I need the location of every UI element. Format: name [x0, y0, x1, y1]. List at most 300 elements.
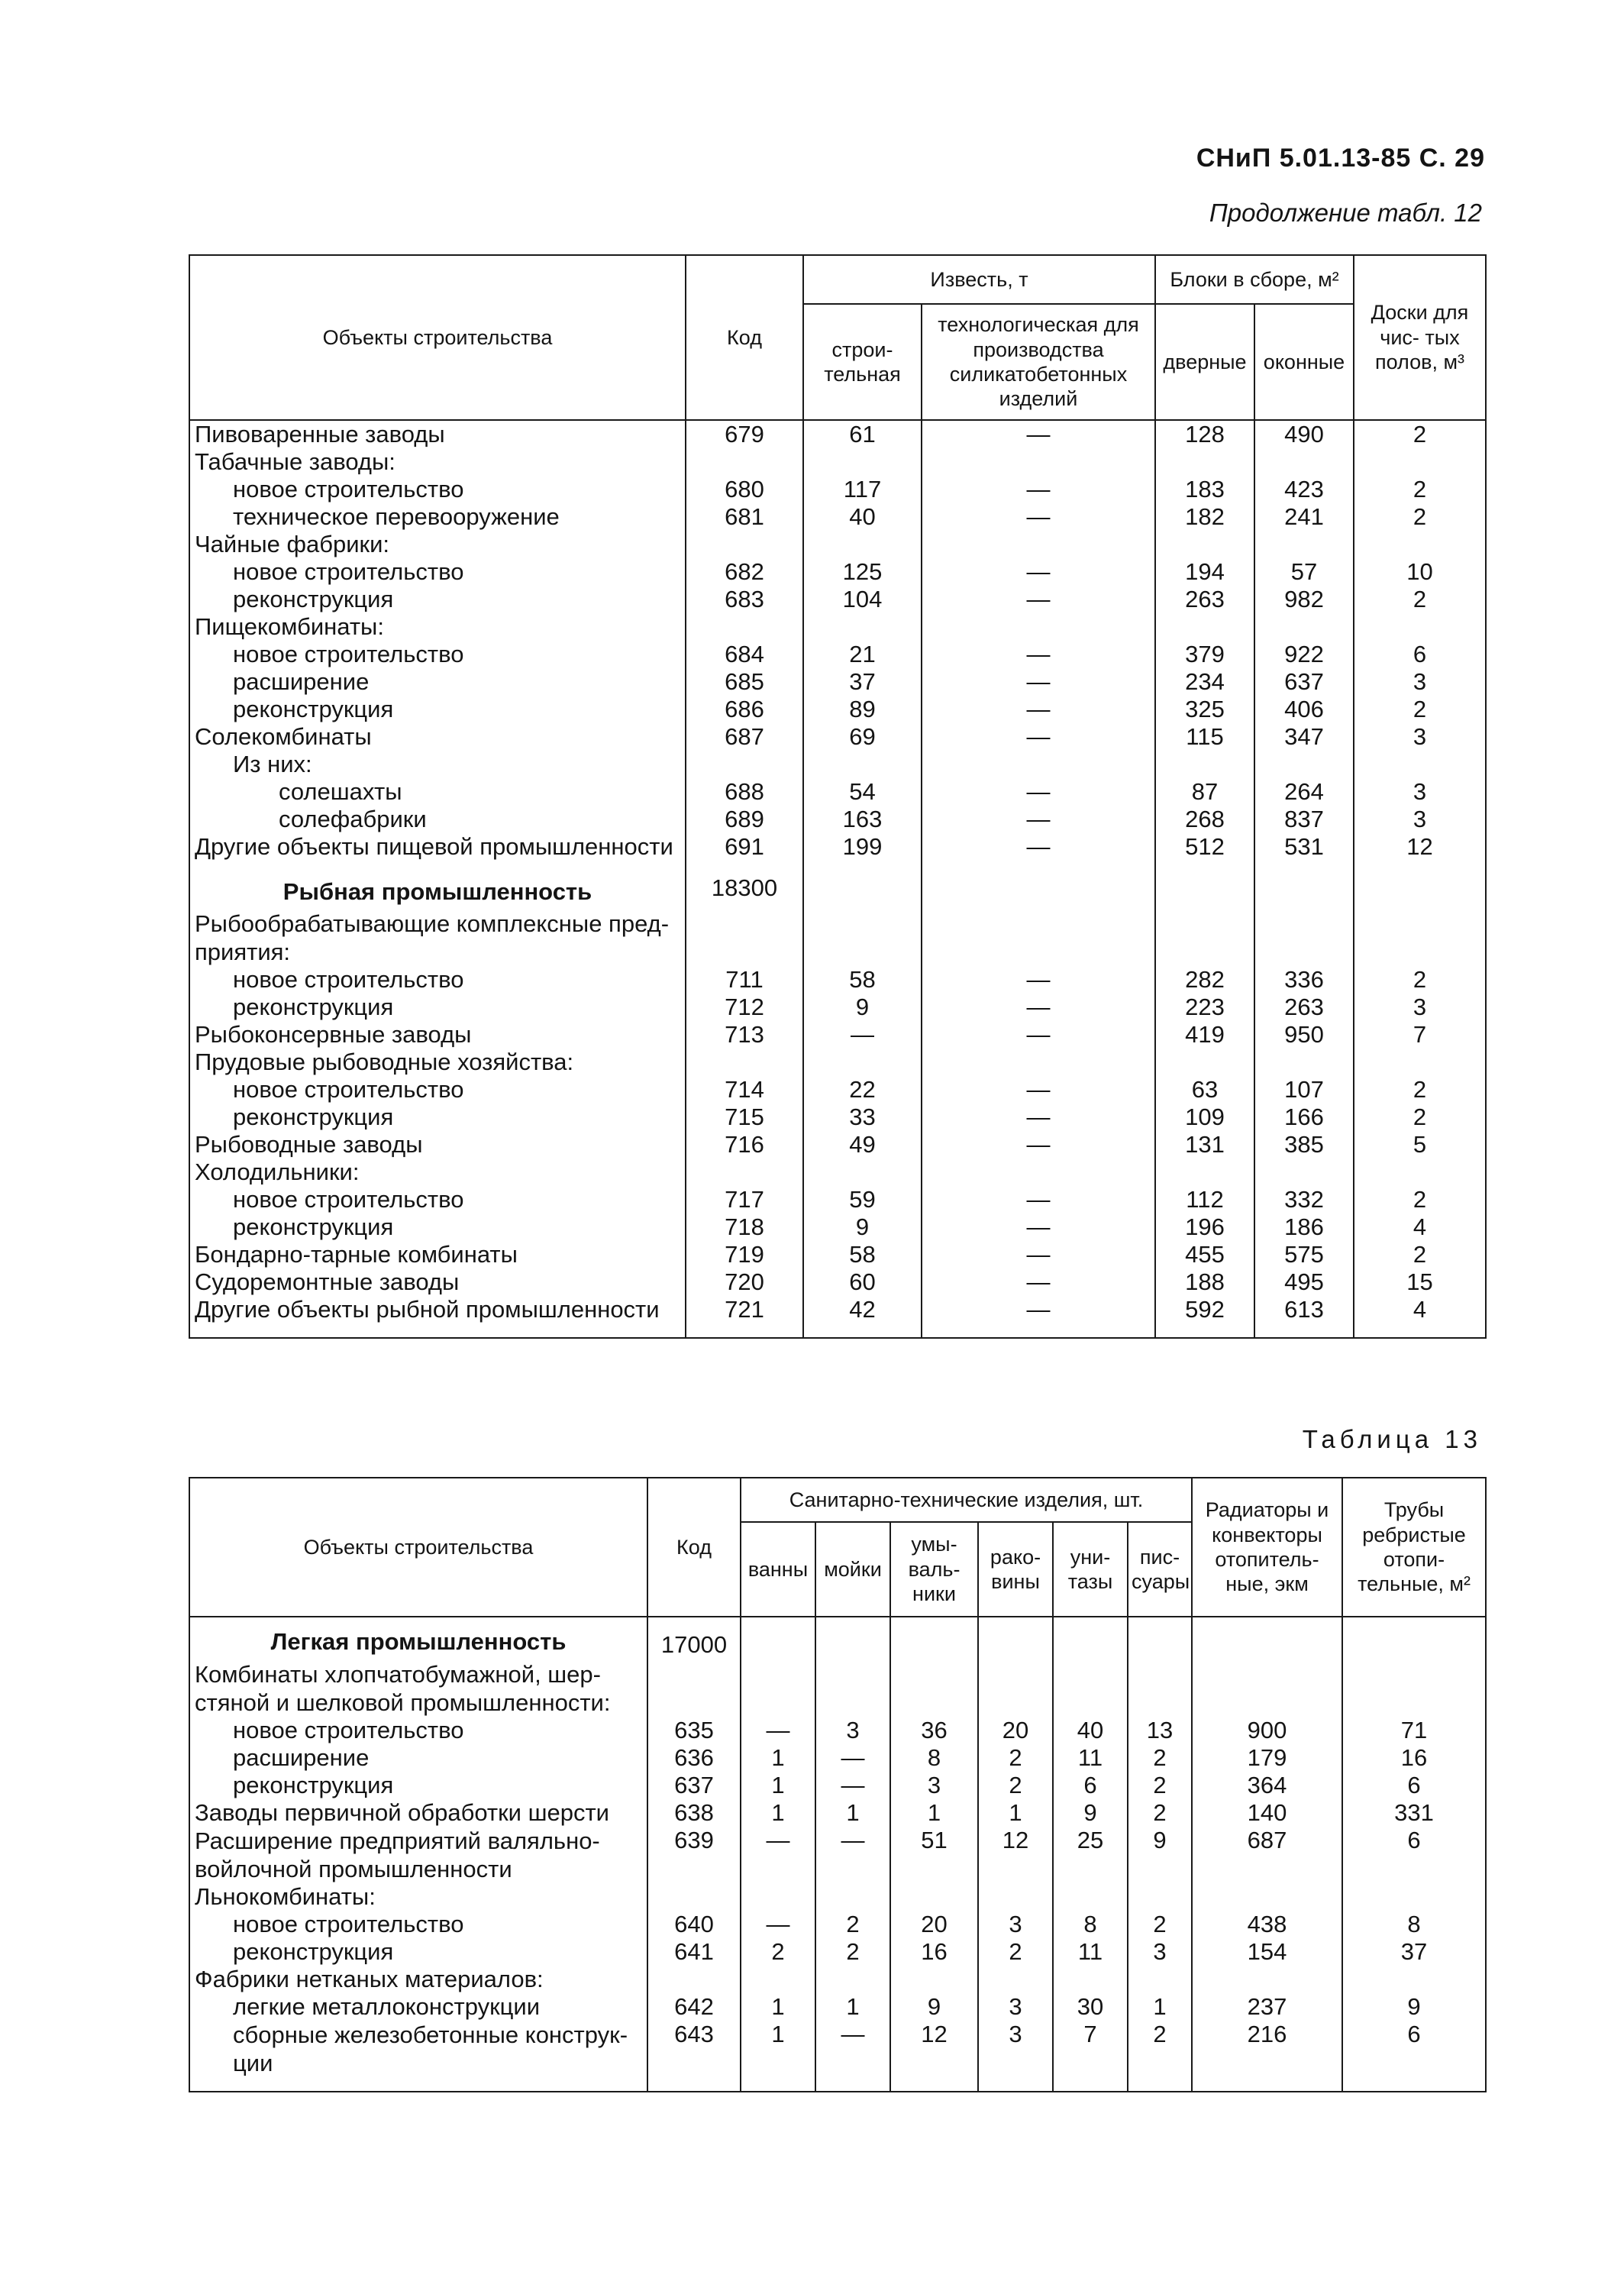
- code-cell: 636: [647, 1744, 741, 1772]
- value-cell: 3: [978, 1993, 1053, 2021]
- col-header-lime-building: строи- тельная: [803, 304, 922, 420]
- object-name: солефабрики: [189, 806, 686, 833]
- code-cell: [647, 1883, 741, 1911]
- value-cell: 2: [1354, 503, 1486, 531]
- code-cell: 691: [686, 833, 803, 861]
- value-cell: 2: [978, 1938, 1053, 1966]
- code-cell: 720: [686, 1268, 803, 1296]
- table-row: [189, 994, 1486, 1021]
- object-name: новое строительство: [189, 1186, 686, 1213]
- object-name: солешахты: [189, 778, 686, 806]
- col-header-sinks: мойки: [815, 1522, 890, 1617]
- value-cell: 11: [1053, 1938, 1128, 1966]
- col-header-doors: дверные: [1155, 304, 1254, 420]
- object-name: расширение: [189, 668, 686, 696]
- value-cell: [1354, 1158, 1486, 1186]
- value-cell: 33: [803, 1103, 922, 1131]
- object-name: Табачные заводы:: [189, 448, 686, 476]
- value-cell: [922, 1049, 1155, 1076]
- table-row: [189, 586, 1486, 613]
- value-cell: —: [922, 1296, 1155, 1338]
- table-row: [189, 1296, 1486, 1338]
- value-cell: 637: [1254, 668, 1354, 696]
- value-cell: —: [922, 1268, 1155, 1296]
- table-13-caption: Таблица 13: [1302, 1425, 1482, 1453]
- value-cell: 438: [1192, 1911, 1342, 1938]
- object-name: Пищекомбинаты:: [189, 613, 686, 641]
- value-cell: [1053, 1660, 1128, 1717]
- value-cell: —: [922, 503, 1155, 531]
- value-cell: 336: [1254, 966, 1354, 994]
- code-cell: 684: [686, 641, 803, 668]
- object-name: Пивоваренные заводы: [189, 420, 686, 448]
- value-cell: 179: [1192, 1744, 1342, 1772]
- object-name: Расширение предприятий валяльно- войлочной промышленности: [189, 1827, 647, 1883]
- object-name: сборные железобетонные конструк- ции: [189, 2021, 647, 2092]
- value-cell: 423: [1254, 476, 1354, 503]
- value-cell: —: [922, 1021, 1155, 1049]
- table-row: [189, 1213, 1486, 1241]
- table-row: [189, 1131, 1486, 1158]
- col-header-boards: Доски для чис- тых полов, м³: [1354, 255, 1486, 420]
- value-cell: 9: [803, 1213, 922, 1241]
- value-cell: 982: [1254, 586, 1354, 613]
- table-row: [189, 531, 1486, 558]
- code-cell: 18300: [686, 861, 803, 910]
- table-row: [189, 723, 1486, 751]
- value-cell: [1128, 1966, 1192, 1993]
- table-row: [189, 420, 1486, 448]
- value-cell: [803, 613, 922, 641]
- value-cell: —: [922, 668, 1155, 696]
- table-row: [189, 668, 1486, 696]
- value-cell: 2: [1354, 1076, 1486, 1103]
- object-name: реконструкция: [189, 994, 686, 1021]
- value-cell: 8: [1053, 1911, 1128, 1938]
- object-name: новое строительство: [189, 558, 686, 586]
- table-row: [189, 503, 1486, 531]
- value-cell: 613: [1254, 1296, 1354, 1338]
- value-cell: 40: [803, 503, 922, 531]
- object-name: Льнокомбинаты:: [189, 1883, 647, 1911]
- value-cell: 264: [1254, 778, 1354, 806]
- value-cell: —: [922, 1213, 1155, 1241]
- code-cell: 635: [647, 1717, 741, 1744]
- value-cell: 837: [1254, 806, 1354, 833]
- col-header-pipes: Трубы ребристые отопи- тельные, м²: [1342, 1478, 1486, 1617]
- value-cell: 2: [815, 1911, 890, 1938]
- value-cell: [1354, 861, 1486, 910]
- value-cell: —: [922, 1186, 1155, 1213]
- value-cell: 263: [1254, 994, 1354, 1021]
- value-cell: [890, 1617, 978, 1660]
- value-cell: 3: [978, 1911, 1053, 1938]
- object-name: Из них:: [189, 751, 686, 778]
- value-cell: [1342, 1966, 1486, 1993]
- value-cell: —: [922, 806, 1155, 833]
- value-cell: 186: [1254, 1213, 1354, 1241]
- code-cell: 679: [686, 420, 803, 448]
- object-name: реконструкция: [189, 1103, 686, 1131]
- table-row: [189, 641, 1486, 668]
- table-row: [189, 1268, 1486, 1296]
- value-cell: [1254, 531, 1354, 558]
- value-cell: [890, 1883, 978, 1911]
- col-header-toilets: уни- тазы: [1053, 1522, 1128, 1617]
- code-cell: [686, 1158, 803, 1186]
- table-row: [189, 1772, 1486, 1799]
- value-cell: 1: [890, 1799, 978, 1827]
- code-cell: 637: [647, 1772, 741, 1799]
- value-cell: 490: [1254, 420, 1354, 448]
- value-cell: —: [922, 420, 1155, 448]
- value-cell: 495: [1254, 1268, 1354, 1296]
- table-row: [189, 1827, 1486, 1883]
- object-name: техническое перевооружение: [189, 503, 686, 531]
- table-row: [189, 1938, 1486, 1966]
- value-cell: 3: [815, 1717, 890, 1744]
- table-row: [189, 558, 1486, 586]
- value-cell: 268: [1155, 806, 1254, 833]
- value-cell: 188: [1155, 1268, 1254, 1296]
- value-cell: [922, 910, 1155, 966]
- table-row: [189, 861, 1486, 910]
- value-cell: —: [815, 1744, 890, 1772]
- value-cell: 25: [1053, 1827, 1128, 1883]
- page-header: СНиП 5.01.13-85 С. 29: [1196, 144, 1485, 173]
- value-cell: 196: [1155, 1213, 1254, 1241]
- value-cell: [1254, 910, 1354, 966]
- value-cell: [890, 1966, 978, 1993]
- value-cell: [922, 861, 1155, 910]
- value-cell: 1: [741, 1993, 815, 2021]
- value-cell: 11: [1053, 1744, 1128, 1772]
- value-cell: 1: [741, 1744, 815, 1772]
- value-cell: —: [922, 833, 1155, 861]
- value-cell: [1155, 910, 1254, 966]
- value-cell: 455: [1155, 1241, 1254, 1268]
- value-cell: 2: [1354, 696, 1486, 723]
- value-cell: 12: [890, 2021, 978, 2092]
- table-row: [189, 1158, 1486, 1186]
- value-cell: [815, 1883, 890, 1911]
- value-cell: 2: [1128, 1772, 1192, 1799]
- value-cell: [1254, 1158, 1354, 1186]
- value-cell: 2: [1354, 966, 1486, 994]
- value-cell: [1354, 613, 1486, 641]
- value-cell: 5: [1354, 1131, 1486, 1158]
- value-cell: 20: [978, 1717, 1053, 1744]
- value-cell: 2: [978, 1772, 1053, 1799]
- table-row: [189, 1660, 1486, 1717]
- object-name: Рыбоконсервные заводы: [189, 1021, 686, 1049]
- value-cell: 183: [1155, 476, 1254, 503]
- value-cell: 12: [1354, 833, 1486, 861]
- code-cell: 715: [686, 1103, 803, 1131]
- value-cell: [922, 751, 1155, 778]
- value-cell: 2: [1128, 2021, 1192, 2092]
- value-cell: [1342, 1660, 1486, 1717]
- object-name: Чайные фабрики:: [189, 531, 686, 558]
- table-row: [189, 806, 1486, 833]
- value-cell: 3: [1354, 668, 1486, 696]
- value-cell: [1254, 613, 1354, 641]
- table-row: [189, 613, 1486, 641]
- value-cell: [890, 1660, 978, 1717]
- col-header-sanitary: Санитарно-технические изделия, шт.: [741, 1478, 1192, 1522]
- value-cell: [815, 1617, 890, 1660]
- value-cell: [978, 1660, 1053, 1717]
- code-cell: [686, 448, 803, 476]
- value-cell: 2: [815, 1938, 890, 1966]
- table-row: [189, 1049, 1486, 1076]
- col-header-urinals: пис- суары: [1128, 1522, 1192, 1617]
- value-cell: —: [815, 1827, 890, 1883]
- value-cell: 9: [1128, 1827, 1192, 1883]
- value-cell: 131: [1155, 1131, 1254, 1158]
- object-name: реконструкция: [189, 586, 686, 613]
- value-cell: 1: [815, 1993, 890, 2021]
- value-cell: 71: [1342, 1717, 1486, 1744]
- value-cell: 512: [1155, 833, 1254, 861]
- value-cell: 49: [803, 1131, 922, 1158]
- value-cell: 194: [1155, 558, 1254, 586]
- value-cell: 16: [1342, 1744, 1486, 1772]
- value-cell: 1: [741, 1799, 815, 1827]
- value-cell: —: [922, 558, 1155, 586]
- object-name: Другие объекты пищевой промышленности: [189, 833, 686, 861]
- value-cell: [1053, 1883, 1128, 1911]
- value-cell: —: [741, 1717, 815, 1744]
- value-cell: [922, 613, 1155, 641]
- code-cell: [686, 1049, 803, 1076]
- value-cell: 3: [978, 2021, 1053, 2092]
- table-row: [189, 2021, 1486, 2092]
- value-cell: 241: [1254, 503, 1354, 531]
- value-cell: [1128, 1617, 1192, 1660]
- value-cell: 9: [1342, 1993, 1486, 2021]
- value-cell: 687: [1192, 1827, 1342, 1883]
- object-name: Судоремонтные заводы: [189, 1268, 686, 1296]
- value-cell: [1192, 1660, 1342, 1717]
- value-cell: [803, 751, 922, 778]
- code-cell: [647, 1966, 741, 1993]
- table-row: [189, 1966, 1486, 1993]
- value-cell: [978, 1966, 1053, 1993]
- value-cell: 325: [1155, 696, 1254, 723]
- col-header-baths: ванны: [741, 1522, 815, 1617]
- value-cell: [1053, 1966, 1128, 1993]
- value-cell: [922, 1158, 1155, 1186]
- value-cell: 531: [1254, 833, 1354, 861]
- value-cell: 2: [978, 1744, 1053, 1772]
- table-row: [189, 696, 1486, 723]
- code-cell: 718: [686, 1213, 803, 1241]
- code-cell: 719: [686, 1241, 803, 1268]
- value-cell: 20: [890, 1911, 978, 1938]
- value-cell: —: [741, 1911, 815, 1938]
- table-row: [189, 1911, 1486, 1938]
- value-cell: 9: [1053, 1799, 1128, 1827]
- value-cell: [978, 1617, 1053, 1660]
- value-cell: 950: [1254, 1021, 1354, 1049]
- value-cell: 166: [1254, 1103, 1354, 1131]
- value-cell: 2: [1128, 1744, 1192, 1772]
- value-cell: 128: [1155, 420, 1254, 448]
- value-cell: [922, 448, 1155, 476]
- object-name: новое строительство: [189, 641, 686, 668]
- object-name: Рыбоводные заводы: [189, 1131, 686, 1158]
- value-cell: [978, 1883, 1053, 1911]
- table-row: [189, 966, 1486, 994]
- code-cell: 682: [686, 558, 803, 586]
- value-cell: 58: [803, 966, 922, 994]
- object-name: новое строительство: [189, 1076, 686, 1103]
- code-cell: [686, 910, 803, 966]
- value-cell: 2: [741, 1938, 815, 1966]
- value-cell: 57: [1254, 558, 1354, 586]
- value-cell: [1192, 1966, 1342, 1993]
- code-cell: 716: [686, 1131, 803, 1158]
- value-cell: —: [922, 696, 1155, 723]
- value-cell: 900: [1192, 1717, 1342, 1744]
- code-cell: 685: [686, 668, 803, 696]
- value-cell: 112: [1155, 1186, 1254, 1213]
- col-header-lime: Известь, т: [803, 255, 1155, 304]
- value-cell: 4: [1354, 1213, 1486, 1241]
- value-cell: 6: [1053, 1772, 1128, 1799]
- col-header-objects: Объекты строительства: [189, 255, 686, 420]
- value-cell: [815, 1660, 890, 1717]
- value-cell: [803, 531, 922, 558]
- value-cell: 7: [1354, 1021, 1486, 1049]
- value-cell: 37: [803, 668, 922, 696]
- value-cell: [1155, 531, 1254, 558]
- code-cell: 712: [686, 994, 803, 1021]
- table-row: [189, 1883, 1486, 1911]
- object-name: Бондарно-тарные комбинаты: [189, 1241, 686, 1268]
- code-cell: 638: [647, 1799, 741, 1827]
- value-cell: 37: [1342, 1938, 1486, 1966]
- col-header-lime-tech: технологическая для производства силикатобетонных изделий: [922, 304, 1155, 420]
- table-row: [189, 910, 1486, 966]
- code-cell: [647, 1660, 741, 1717]
- code-cell: 714: [686, 1076, 803, 1103]
- value-cell: 3: [1354, 723, 1486, 751]
- value-cell: 22: [803, 1076, 922, 1103]
- table-12: [189, 254, 1487, 1339]
- object-name: Солекомбинаты: [189, 723, 686, 751]
- value-cell: —: [922, 1076, 1155, 1103]
- value-cell: 51: [890, 1827, 978, 1883]
- value-cell: [803, 910, 922, 966]
- object-name: Холодильники:: [189, 1158, 686, 1186]
- value-cell: —: [922, 778, 1155, 806]
- section-title: Рыбная промышленность: [189, 861, 686, 910]
- object-name: Другие объекты рыбной промышленности: [189, 1296, 686, 1338]
- value-cell: [1254, 1049, 1354, 1076]
- value-cell: 1: [978, 1799, 1053, 1827]
- value-cell: 89: [803, 696, 922, 723]
- object-name: Заводы первичной обработки шерсти: [189, 1799, 647, 1827]
- object-name: Фабрики нетканых материалов:: [189, 1966, 647, 1993]
- value-cell: —: [922, 586, 1155, 613]
- value-cell: [803, 861, 922, 910]
- value-cell: 54: [803, 778, 922, 806]
- value-cell: 385: [1254, 1131, 1354, 1158]
- value-cell: [1155, 861, 1254, 910]
- value-cell: 40: [1053, 1717, 1128, 1744]
- value-cell: 59: [803, 1186, 922, 1213]
- value-cell: 87: [1155, 778, 1254, 806]
- col-header-washbasins: умы- валь- ники: [890, 1522, 978, 1617]
- value-cell: 125: [803, 558, 922, 586]
- object-name: реконструкция: [189, 1213, 686, 1241]
- value-cell: [803, 448, 922, 476]
- table-row: [189, 476, 1486, 503]
- value-cell: [922, 531, 1155, 558]
- value-cell: 63: [1155, 1076, 1254, 1103]
- value-cell: 6: [1342, 1827, 1486, 1883]
- value-cell: 406: [1254, 696, 1354, 723]
- col-header-code: Код: [686, 255, 803, 420]
- value-cell: [1254, 448, 1354, 476]
- value-cell: [1254, 861, 1354, 910]
- value-cell: [1342, 1883, 1486, 1911]
- table-12-caption: Продолжение табл. 12: [1209, 199, 1482, 227]
- value-cell: 2: [1354, 1241, 1486, 1268]
- value-cell: 199: [803, 833, 922, 861]
- value-cell: 419: [1155, 1021, 1254, 1049]
- value-cell: 2: [1354, 420, 1486, 448]
- table-row: [189, 1103, 1486, 1131]
- value-cell: 2: [1128, 1799, 1192, 1827]
- value-cell: 8: [890, 1744, 978, 1772]
- object-name: Рыбообрабатывающие комплексные пред- приятия:: [189, 910, 686, 966]
- value-cell: —: [922, 641, 1155, 668]
- value-cell: 237: [1192, 1993, 1342, 2021]
- value-cell: 3: [1354, 994, 1486, 1021]
- object-name: реконструкция: [189, 1938, 647, 1966]
- table-13: [189, 1477, 1487, 2092]
- value-cell: [1354, 448, 1486, 476]
- object-name: Прудовые рыбоводные хозяйства:: [189, 1049, 686, 1076]
- value-cell: [1354, 910, 1486, 966]
- value-cell: —: [803, 1021, 922, 1049]
- value-cell: 1: [741, 2021, 815, 2092]
- object-name: новое строительство: [189, 476, 686, 503]
- object-name: реконструкция: [189, 1772, 647, 1799]
- table-row: [189, 1744, 1486, 1772]
- value-cell: [1254, 751, 1354, 778]
- value-cell: 12: [978, 1827, 1053, 1883]
- value-cell: 42: [803, 1296, 922, 1338]
- value-cell: 107: [1254, 1076, 1354, 1103]
- value-cell: —: [922, 1131, 1155, 1158]
- value-cell: 282: [1155, 966, 1254, 994]
- section-title: Легкая промышленность: [189, 1617, 647, 1660]
- value-cell: 15: [1354, 1268, 1486, 1296]
- table-row: [189, 751, 1486, 778]
- code-cell: 688: [686, 778, 803, 806]
- value-cell: 7: [1053, 2021, 1128, 2092]
- value-cell: 575: [1254, 1241, 1354, 1268]
- table-row: [189, 448, 1486, 476]
- value-cell: [815, 1966, 890, 1993]
- object-name: легкие металлоконструкции: [189, 1993, 647, 2021]
- value-cell: 154: [1192, 1938, 1342, 1966]
- value-cell: 21: [803, 641, 922, 668]
